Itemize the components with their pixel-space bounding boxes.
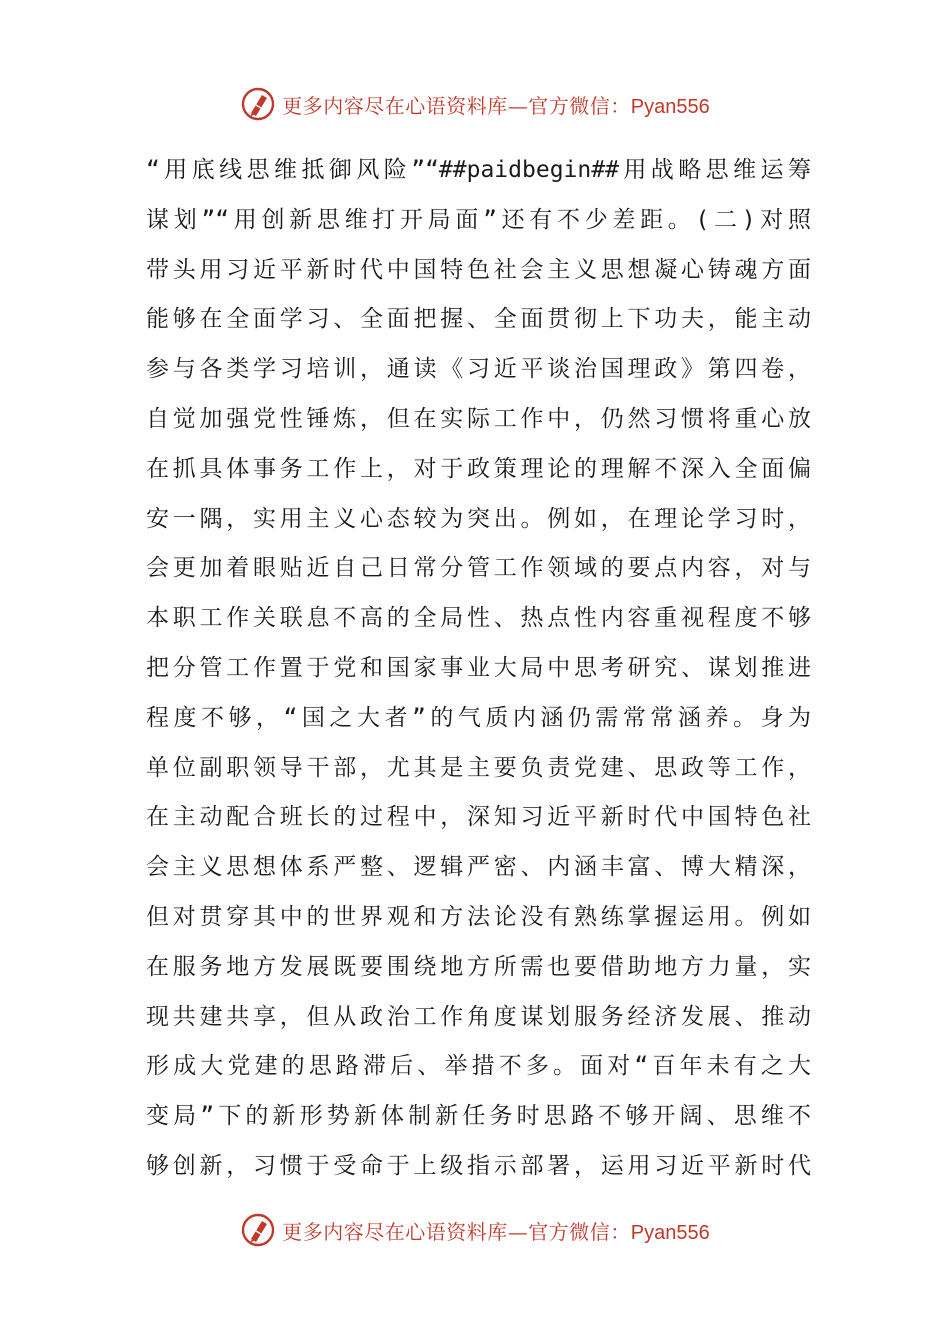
body-line: 单位副职领导干部，尤其是主要负责党建、思政等工作， xyxy=(146,754,811,781)
body-line: 带头用习近平新时代中国特色社会主义思想凝心铸魂方面 xyxy=(146,256,811,283)
pen-nib-logo-icon xyxy=(240,1212,276,1248)
footer-watermark-banner xyxy=(0,1208,950,1252)
body-line: 谋划”“用创新思维打开局面”还有不少差距。(二)对照 xyxy=(146,206,811,233)
body-line: “用底线思维抵御风险”“##paidbegin##用战略思维运筹 xyxy=(146,157,811,183)
body-line: 把分管工作置于党和国家事业大局中思考研究、谋划推进 xyxy=(146,654,811,681)
body-line: 能够在全面学习、全面把握、全面贯彻上下功夫，能主动 xyxy=(146,306,811,333)
body-line: 在抓具体事务工作上，对于政策理论的理解不深入全面偏 xyxy=(146,455,811,482)
pen-nib-logo-icon xyxy=(240,86,276,122)
footer-watermark-text: 更多内容尽在心语资料库—官方微信：Pyan556 xyxy=(282,1219,710,1244)
header-watermark-text: 更多内容尽在心语资料库—官方微信：Pyan556 xyxy=(282,93,710,118)
body-line: 本职工作关联息不高的全局性、热点性内容重视程度不够 xyxy=(146,605,811,632)
body-line: 会主义思想体系严整、逻辑严密、内涵丰富、博大精深， xyxy=(146,854,811,881)
body-line: 程度不够，“国之大者”的气质内涵仍需常常涵养。身为 xyxy=(146,704,811,731)
body-line: 现共建共享，但从政治工作角度谋划服务经济发展、推动 xyxy=(146,1003,811,1030)
body-line: 形成大党建的思路滞后、举措不多。面对“百年未有之大 xyxy=(146,1053,811,1080)
body-line: 会更加着眼贴近自己日常分管工作领域的要点内容，对与 xyxy=(146,555,811,582)
body-line: 变局”下的新形势新体制新任务时思路不够开阔、思维不 xyxy=(146,1103,811,1130)
body-line: 在主动配合班长的过程中，深知习近平新时代中国特色社 xyxy=(146,804,811,831)
header-watermark-banner xyxy=(0,82,950,126)
body-line: 在服务地方发展既要围绕地方所需也要借助地方力量，实 xyxy=(146,953,811,980)
body-line: 安一隅，实用主义心态较为突出。例如，在理论学习时， xyxy=(146,505,811,532)
body-line: 但对贯穿其中的世界观和方法论没有熟练掌握运用。例如 xyxy=(146,903,811,930)
body-line: 参与各类学习培训，通读《习近平谈治国理政》第四卷， xyxy=(146,356,811,383)
body-line: 自觉加强党性锤炼，但在实际工作中，仍然习惯将重心放 xyxy=(146,405,811,432)
body-line: 够创新，习惯于受命于上级指示部署，运用习近平新时代 xyxy=(146,1152,811,1179)
document-body xyxy=(146,146,811,1192)
